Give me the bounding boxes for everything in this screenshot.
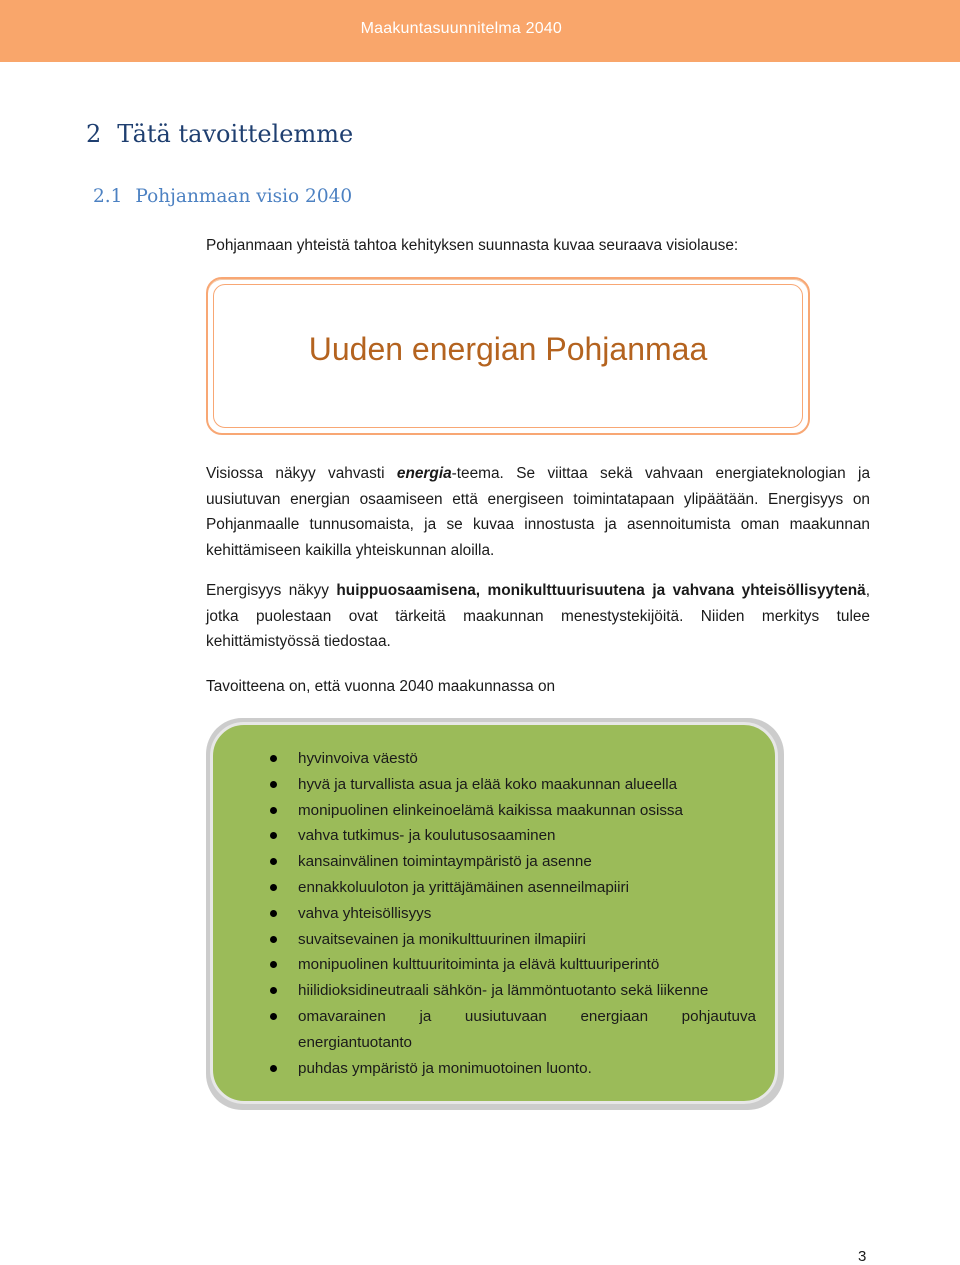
goal-item — [270, 1056, 756, 1082]
paragraph-energia — [206, 461, 870, 563]
paragraph-energisyys — [206, 578, 870, 655]
goal-item — [270, 901, 756, 927]
bullet-icon — [270, 936, 277, 943]
goal-text: hyvinvoiva väestö — [298, 750, 418, 767]
heading-1-number: 2 — [86, 120, 102, 148]
bullet-icon — [270, 910, 277, 917]
goal-text: monipuolinen elinkeinoelämä kaikissa maakunnan osissa — [298, 801, 683, 819]
bullet-icon — [270, 987, 277, 994]
goal-item — [270, 927, 756, 953]
paragraph-energisyys-pre: Energisyys näkyy — [206, 582, 337, 599]
bullet-icon — [270, 1065, 277, 1072]
vision-box — [206, 277, 810, 435]
goal-text: suvaitsevainen ja monikulttuurinen ilmapiiri — [298, 930, 586, 948]
heading-2 — [93, 186, 352, 207]
bullet-icon — [270, 858, 277, 865]
goal-item — [270, 849, 756, 875]
goal-text: vahva yhteisöllisyys — [298, 904, 432, 922]
goal-item — [270, 772, 756, 798]
paragraph-energisyys-bold: huippuosaamisena, monikulttuurisuutena ja vahvana yhteisöllisyytenä — [336, 582, 866, 599]
bullet-icon — [270, 884, 277, 891]
goal-item — [270, 1004, 756, 1056]
intro-paragraph: Pohjanmaan yhteistä tahtoa kehityksen suunnasta kuvaa seuraava visiolause: — [206, 237, 739, 254]
goal-text: kansainvälinen toimintaympäristö ja asenne — [298, 853, 592, 871]
paragraph-energia-post: -teema. Se viittaa sekä vahvaan energiateknologian ja uusiutuvan energian osaamiseen että energiseen toimintatapaan ylipäätään. Energisyys on Pohjanmaalle tunnusomaista, ja se kuvaa innostusta ja asennoitumista oman maakunnan kehittämiseen kaikilla yhteiskunnan aloilla. — [206, 465, 871, 559]
goal-text: ennakkoluuloton ja yrittäjämäinen asenneilmapiiri — [298, 878, 629, 896]
goal-item — [270, 875, 756, 901]
goal-text: hyvä ja turvallista asua ja elää koko maakunnan alueella — [298, 775, 678, 793]
goal-text: hiilidioksidineutraali sähkön- ja lämmöntuotanto sekä liikenne — [298, 982, 709, 1000]
goals-list — [270, 746, 756, 1081]
goal-item — [270, 823, 756, 849]
paragraph-energisyys-post: , jotka puolestaan ovat tärkeitä maakunnan menestystekijöitä. Niiden merkitys tulee kehittämistyössä tiedostaa. — [206, 582, 870, 650]
goal-item — [270, 798, 756, 824]
page-number: 3 — [858, 1248, 867, 1265]
paragraph-energia-emphasis: energia — [396, 465, 452, 482]
bullet-icon — [270, 832, 277, 839]
goals-intro: Tavoitteena on, että vuonna 2040 maakunnassa on — [206, 678, 556, 695]
heading-1-title: Tätä tavoittelemme — [117, 120, 354, 148]
heading-2-number: 2.1 — [93, 186, 123, 207]
goal-item — [270, 952, 756, 978]
page-header-band — [0, 0, 960, 62]
goal-item — [270, 746, 756, 772]
heading-2-title: Pohjanmaan visio 2040 — [135, 186, 353, 207]
goal-text: monipuolinen kulttuuritoiminta ja elävä kulttuuriperintö — [298, 956, 660, 974]
paragraph-energia-pre: Visiossa näkyy vahvasti — [206, 465, 397, 482]
bullet-icon — [270, 1013, 277, 1020]
goal-text: omavarainen ja uusiutuvaan energiaan pohjautuva energiantuotanto — [298, 1007, 756, 1051]
goal-item — [270, 978, 756, 1004]
goal-text: vahva tutkimus- ja koulutusosaaminen — [298, 827, 556, 845]
heading-1 — [86, 120, 353, 148]
running-title: Maakuntasuunnitelma 2040 — [360, 20, 562, 37]
vision-statement: Uuden energian Pohjanmaa — [308, 331, 708, 367]
bullet-icon — [270, 807, 277, 814]
bullet-icon — [270, 755, 277, 762]
goal-text: puhdas ympäristö ja monimuotoinen luonto. — [298, 1059, 592, 1077]
bullet-icon — [270, 781, 277, 788]
bullet-icon — [270, 961, 277, 968]
